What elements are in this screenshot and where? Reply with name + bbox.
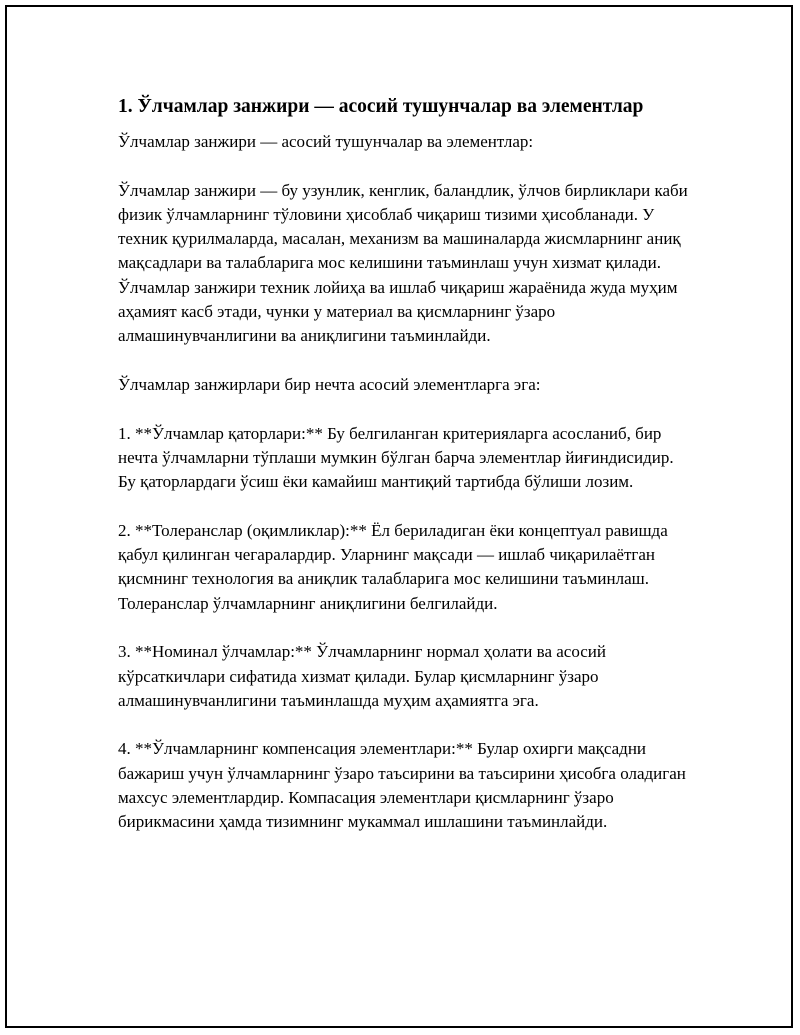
list-item-nominal-dimensions: 3. **Номинал ўлчамлар:** Ўлчамларнинг нормал ҳолати ва асосий кўрсаткичлари сифатида хизмат қилади. Булар қисмларнинг ўзаро алмашинувчанлигини таъминлашда муҳим аҳамиятга эга. [118, 642, 606, 710]
document-heading: 1. Ўлчамлар занжири — асосий тушунчалар ва элементлар [118, 96, 644, 117]
list-item-compensation-elements: 4. **Ўлчамларнинг компенсация элементлари:** Булар охирги мақсадни бажариш учун ўлчамларнинг ўзаро таъсирини ва таъсирини ҳисобга оладиган махсус элементлардир. Компасация элементлари қисмларнинг ўзаро бирикмасини ҳамда тизимнинг мукаммал ишлашини таъминлайди. [118, 739, 686, 832]
list-item-tolerances: 2. **Толеранслар (оқимликлар):** Ёл бериладиган ёки концептуал равишда қабул қилинган чегаралардир. Уларнинг мақсади — ишлаб чиқарилаётган қисмнинг технология ва аниқлик талабларига мос келишини таъминлаш. Толеранслар ўлчамларнинг аниқлигини белгилайди. [118, 520, 668, 613]
list-item-dimension-rows: 1. **Ўлчамлар қаторлари:** Бу белгиланган критерияларга асосланиб, бир нечта ўлчамларни тўплаши мумкин бўлган барча элементлар йиғиндисидир. Бу қаторлардаги ўсиш ёки камайиш мантиқий тартибда бўлиши лозим. [118, 423, 674, 492]
document-body [118, 94, 690, 859]
definition-paragraph: Ўлчамлар занжири — бу узунлик, кенглик, баландлик, ўлчов бирликлари каби физик ўлчамларнинг тўловини ҳисоблаб чиқариш тизими ҳисобланади. У техник қурилмаларда, масалан, механизм ва машиналарда жисмларнинг аниқ мақсадлари ва талабларига мос келишини таъминлаш учун хизмат қилади. Ўлчамлар занжири техник лойиҳа ва ишлаб чиқариш жараёнида жуда муҳим аҳамият касб этади, чунки у материал ва қисмларнинг ўзаро алмашинувчанлигини ва аниқлигини таъминлайди. [118, 180, 688, 346]
elements-intro: Ўлчамлар занжирлари бир нечта асосий элементларга эга: [118, 374, 541, 394]
intro-line: Ўлчамлар занжири — асосий тушунчалар ва элементлар: [118, 132, 534, 151]
